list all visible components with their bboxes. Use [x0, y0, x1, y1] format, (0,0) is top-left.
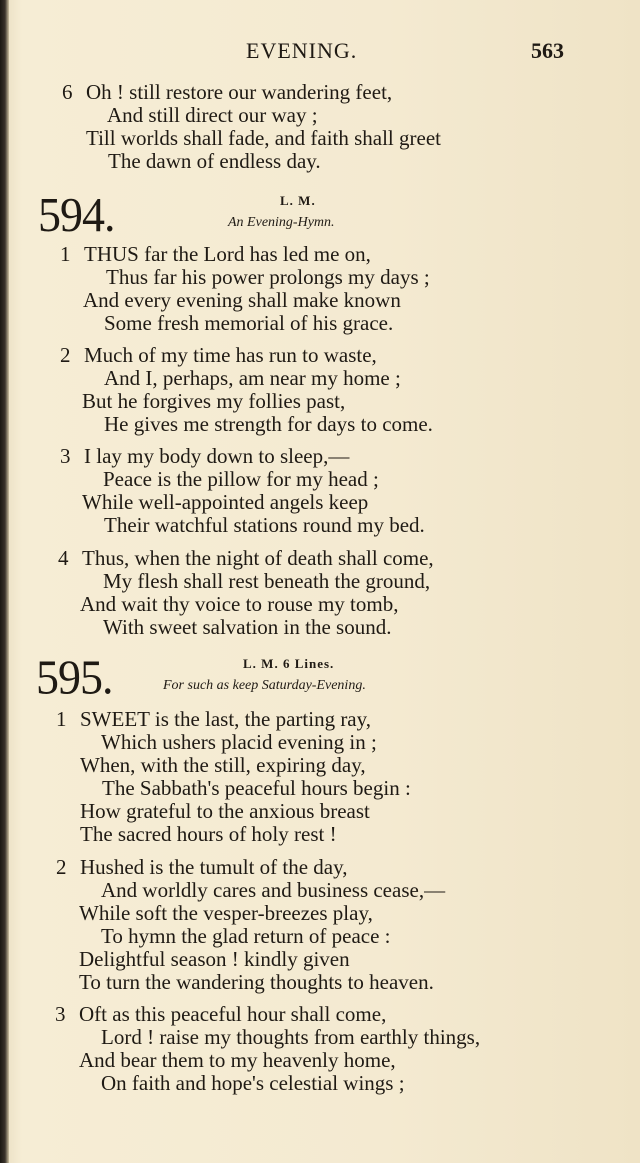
verse-line: Peace is the pillow for my head ; — [103, 467, 379, 491]
book-spine-edge — [0, 0, 9, 1163]
verse-line: 1 THUS far the Lord has led me on, — [60, 242, 371, 266]
verse-number: 3 — [60, 444, 71, 468]
page-number: 563 — [531, 38, 564, 63]
verse-line: But he forgives my follies past, — [82, 389, 346, 413]
verse-line: While well-appointed angels keep — [82, 490, 369, 514]
verse-line: Their watchful stations round my bed. — [104, 513, 425, 537]
verse-line: To turn the wandering thoughts to heaven. — [79, 970, 434, 994]
verse-line: Till worlds shall fade, and faith shall greet — [86, 126, 441, 150]
verse-line: And worldly cares and business cease,— — [101, 878, 446, 902]
verse-line: He gives me strength for days to come. — [104, 412, 433, 436]
verse-line: Delightful season ! kindly given — [79, 947, 350, 971]
verse-number: 2 — [56, 855, 67, 879]
running-title: EVENING. — [246, 38, 358, 63]
verse-line: My flesh shall rest beneath the ground, — [103, 569, 431, 593]
hymn-title: An Evening-Hymn. — [228, 215, 335, 230]
verse-line: And wait thy voice to rouse my tomb, — [80, 592, 399, 616]
verse-line: How grateful to the anxious breast — [80, 799, 370, 823]
verse-line: On faith and hope's celestial wings ; — [101, 1071, 405, 1095]
verse-line: 1 SWEET is the last, the parting ray, — [56, 707, 372, 731]
verse-number: 4 — [58, 546, 69, 570]
verse-line: 2 Much of my time has run to waste, — [60, 343, 377, 367]
verse-number: 6 — [62, 80, 73, 104]
verse-line: When, with the still, expiring day, — [80, 753, 366, 777]
hymn-title: For such as keep Saturday-Evening. — [163, 678, 366, 693]
verse-line: 6 Oh ! still restore our wandering feet, — [62, 80, 393, 104]
verse-line: 4 Thus, when the night of death shall come, — [58, 546, 434, 570]
verse-line: Some fresh memorial of his grace. — [104, 311, 394, 335]
hymn-meter: L. M. 6 Lines. — [243, 656, 335, 671]
verse-line: And bear them to my heavenly home, — [79, 1048, 396, 1072]
verse-number: 2 — [60, 343, 71, 367]
verse-number: 1 — [56, 707, 67, 731]
verse-line: While soft the vesper-breezes play, — [79, 901, 373, 925]
verse-number: 1 — [60, 242, 71, 266]
verse-line: And every evening shall make known — [83, 288, 401, 312]
verse-line: 2 Hushed is the tumult of the day, — [56, 855, 348, 879]
verse-number: 3 — [55, 1002, 66, 1026]
hymn-number: 595. — [36, 650, 113, 705]
page-header — [0, 38, 640, 68]
hymn-number: 594. — [38, 187, 115, 242]
verse-line: With sweet salvation in the sound. — [103, 615, 392, 639]
verse-line: The Sabbath's peaceful hours begin : — [102, 776, 411, 800]
verse-line: And still direct our way ; — [107, 103, 318, 127]
verse-line: To hymn the glad return of peace : — [101, 924, 391, 948]
hymn-meter: L. M. — [280, 193, 316, 208]
verse-line: Thus far his power prolongs my days ; — [106, 265, 430, 289]
verse-line: Lord ! raise my thoughts from earthly things, — [101, 1025, 481, 1049]
verse-line: 3 Oft as this peaceful hour shall come, — [55, 1002, 387, 1026]
verse-line: 3 I lay my body down to sleep,— — [60, 444, 350, 468]
verse-line: The sacred hours of holy rest ! — [80, 822, 337, 846]
verse-line: And I, perhaps, am near my home ; — [104, 366, 401, 390]
verse-line: Which ushers placid evening in ; — [101, 730, 377, 754]
verse-line: The dawn of endless day. — [108, 149, 321, 173]
